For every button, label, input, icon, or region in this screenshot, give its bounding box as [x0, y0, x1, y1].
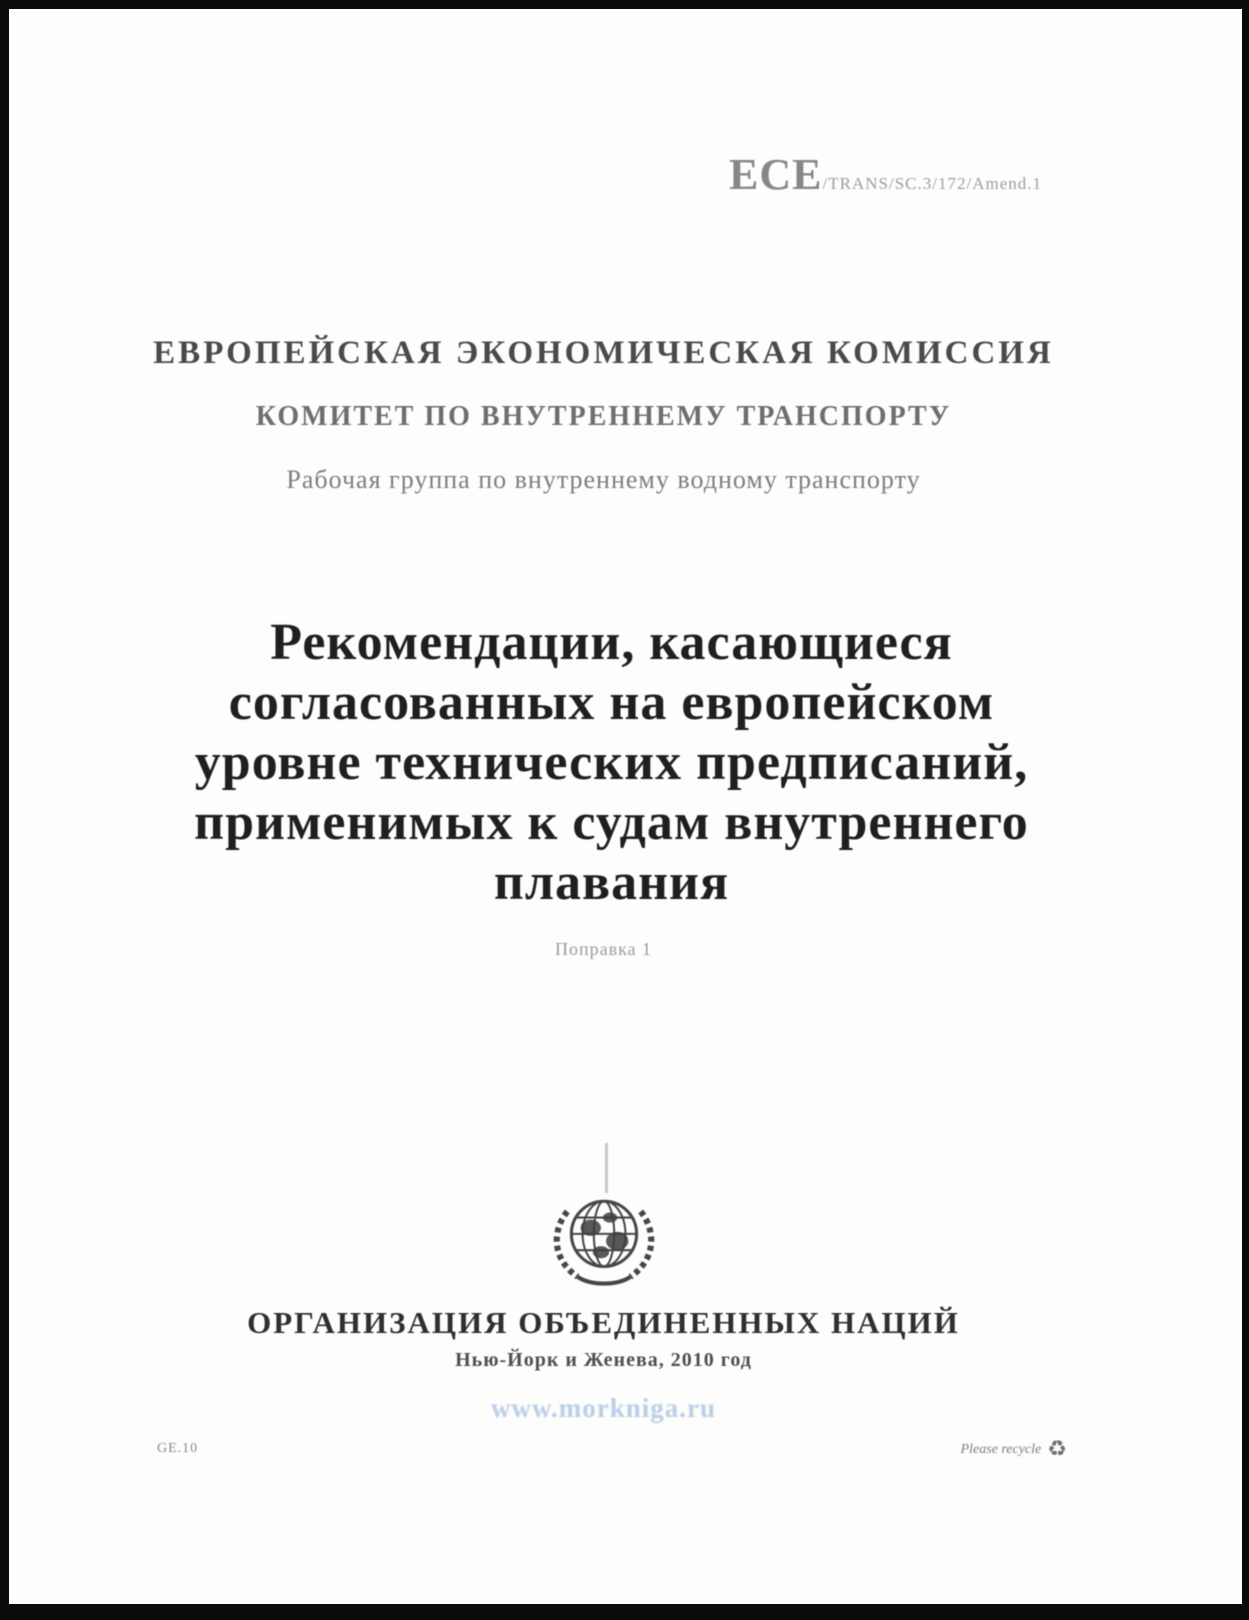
publisher-place-date: Нью-Йорк и Женева, 2010 год	[455, 1349, 752, 1371]
title-line-3: уровне технических предписаний,	[194, 734, 1029, 791]
un-emblem-wrap	[0, 1187, 1220, 1298]
recycle-note	[961, 1437, 1067, 1462]
title-subtitle: Поправка 1	[554, 939, 653, 959]
recycle-note-label: Please recycle	[960, 1442, 1042, 1457]
document-symbol-suffix: /TRANS/SC.3/172/Amend.1	[822, 174, 1042, 193]
main-title	[0, 613, 1228, 913]
document-symbol	[729, 149, 1042, 200]
commission-name: ЕВРОПЕЙСКАЯ ЭКОНОМИЧЕСКАЯ КОМИССИЯ	[153, 335, 1054, 371]
recycle-icon: ♻	[1047, 1437, 1067, 1462]
document-symbol-prefix: ECE	[729, 150, 823, 199]
cover-page	[9, 9, 1242, 1604]
title-line-5: плавания	[493, 854, 730, 911]
working-group-name: Рабочая группа по внутреннему водному транспорту	[286, 465, 921, 494]
title-line-4: применимых к судам внутреннего	[194, 794, 1029, 851]
watermark-text: www.morkniga.ru	[490, 1393, 716, 1423]
publisher-organization: ОРГАНИЗАЦИЯ ОБЪЕДИНЕННЫХ НАЦИЙ	[247, 1305, 960, 1340]
cover-content	[9, 9, 1242, 1604]
committee-name: КОМИТЕТ ПО ВНУТРЕННЕМУ ТРАНСПОРТУ	[255, 401, 952, 432]
un-emblem-icon	[542, 1187, 666, 1293]
title-line-2: согласованных на европейском	[228, 674, 995, 731]
print-code: GE.10	[157, 1441, 199, 1456]
title-line-1: Рекомендации, касающиеся	[270, 614, 953, 671]
fold-mark	[605, 1143, 608, 1193]
